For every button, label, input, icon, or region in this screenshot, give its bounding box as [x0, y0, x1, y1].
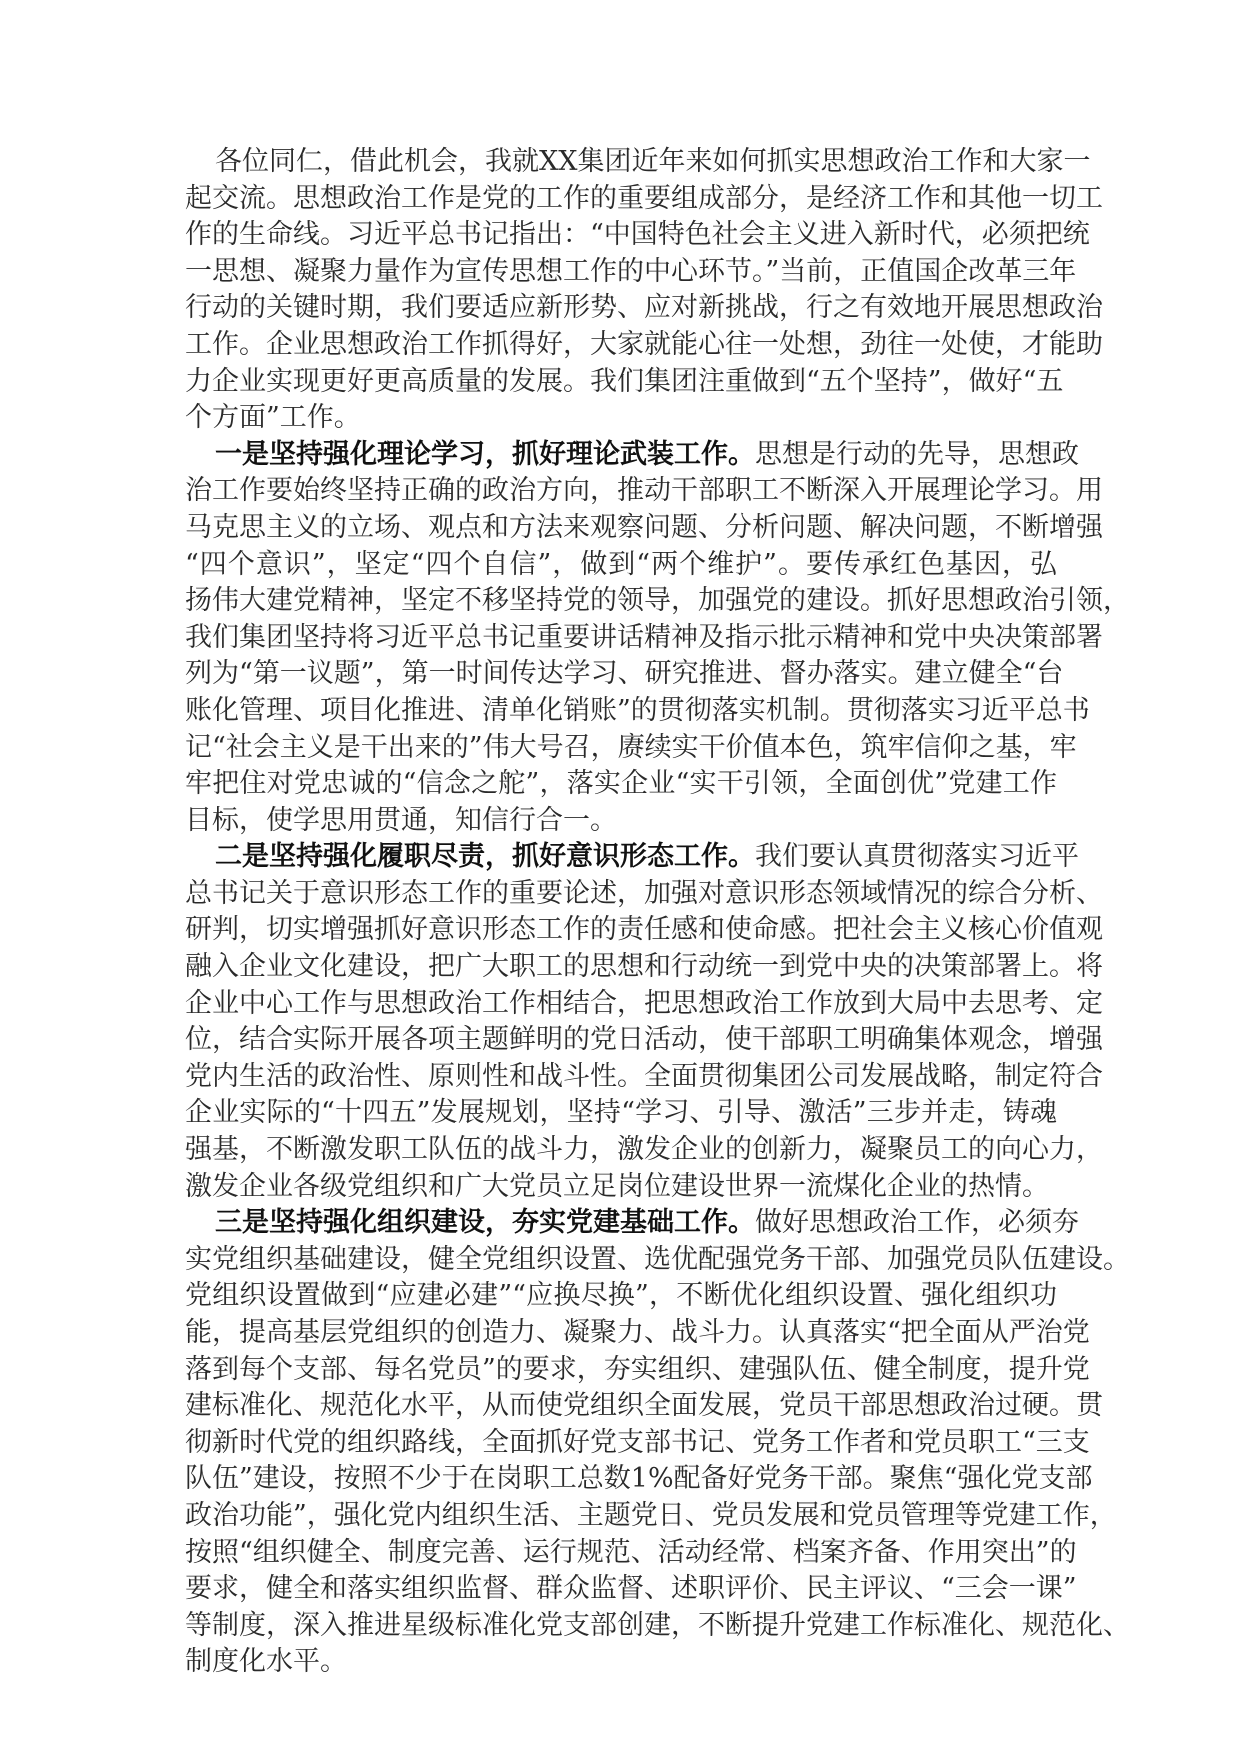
text-line [185, 254, 1077, 291]
text-line [185, 1571, 1077, 1608]
text-line [185, 1352, 1090, 1389]
line-text: 扬伟大建党精神，坚定不移坚持党的领导，加强党的建设。抓好思想政治引领， [185, 585, 1130, 617]
line-text: 我们集团坚持将习近平总书记重要讲话精神及指示批示精神和党中央决策部署 [185, 621, 1103, 653]
line-text: 做好思想政治工作，必须夯 [755, 1207, 1079, 1239]
line-text: 记“社会主义是干出来的”伟大号召，赓续实干价值本色，筑牢信仰之基，牢 [185, 731, 1077, 763]
paragraph [185, 144, 1103, 437]
line-text: 牢把住对党忠诚的“信念之舵”，落实企业“实干引领，全面创优”党建工作 [185, 768, 1057, 800]
line-text: 作的生命线。习近平总书记指出：“中国特色社会主义进入新时代，必须把统 [185, 219, 1090, 251]
section-heading: 一是坚持强化理论学习，抓好理论武装工作。 [215, 438, 755, 470]
paragraph [185, 1205, 1130, 1681]
line-text: 列为“第一议题”，第一时间传达学习、研究推进、督办落实。建立健全“台 [185, 658, 1064, 690]
line-text: 队伍”建设，按照不少于在岗职工总数1%配备好党务干部。聚焦“强化党支部 [185, 1463, 1093, 1495]
text-line [185, 1644, 1057, 1681]
text-line [185, 1242, 1130, 1279]
text-line [185, 547, 1057, 584]
text-line [185, 327, 1103, 364]
text-line [185, 1132, 1103, 1169]
line-text: 研判，切实增强抓好意识形态工作的责任感和使命感。把社会主义核心价值观 [185, 914, 1103, 946]
text-line [185, 1278, 1057, 1315]
line-text: 党组织设置做到“应建必建”“应换尽换”，不断优化组织设置、强化组织功 [185, 1280, 1057, 1312]
text-line [185, 1022, 1103, 1059]
line-text: 目标，使学思用贯通，知信行合一。 [185, 804, 617, 836]
text-line [185, 1059, 1103, 1096]
text-line [185, 510, 1103, 547]
text-line [185, 803, 1057, 840]
text-line [185, 620, 1103, 657]
line-text: 我们要认真贯彻落实习近平 [755, 841, 1079, 873]
text-line [185, 583, 1130, 620]
text-line [185, 912, 1103, 949]
text-line [185, 876, 1103, 913]
line-text: 工作。企业思想政治工作抓得好，大家就能心往一处想，劲往一处使，才能助 [185, 328, 1103, 360]
text-line [185, 1425, 1090, 1462]
line-text: 力企业实现更好更高质量的发展。我们集团注重做到“五个坚持”，做好“五 [185, 365, 1064, 397]
text-line [185, 217, 1090, 254]
text-line [185, 1095, 1057, 1132]
line-text: 一思想、凝聚力量作为宣传思想工作的中心环节。”当前，正值国企改革三年 [185, 255, 1077, 287]
text-line [185, 1498, 1117, 1535]
line-text: 治工作要始终坚持正确的政治方向，推动干部职工不断深入开展理论学习。用 [185, 475, 1103, 507]
text-line [185, 839, 1079, 876]
text-line [185, 473, 1103, 510]
line-text: 建标准化、规范化水平，从而使党组织全面发展，党员干部思想政治过硬。贯 [185, 1390, 1103, 1422]
line-text: 行动的关键时期，我们要适应新形势、应对新挑战，行之有效地开展思想政治 [185, 292, 1103, 324]
text-line [185, 144, 1091, 181]
text-line [185, 400, 1057, 437]
line-text: 企业实际的“十四五”发展规划，坚持“学习、引导、激活”三步并走，铸魂 [185, 1097, 1057, 1129]
line-text: 总书记关于意识形态工作的重要论述，加强对意识形态领域情况的综合分析、 [185, 877, 1103, 909]
line-text: 能，提高基层党组织的创造力、凝聚力、战斗力。认真落实“把全面从严治党 [185, 1317, 1090, 1348]
text-line [185, 730, 1077, 767]
paragraph [185, 437, 1130, 840]
text-line [185, 986, 1103, 1023]
line-text: “四个意识”，坚定“四个自信”，做到“两个维护”。要传承红色基因，弘 [185, 548, 1057, 580]
line-text: 彻新时代党的组织路线，全面抓好党支部书记、党务工作者和党员职工“三支 [185, 1426, 1090, 1458]
text-line [185, 949, 1103, 986]
line-text: 等制度，深入推进星级标准化党支部创建，不断提升党建工作标准化、规范化、 [185, 1609, 1130, 1641]
text-line [185, 656, 1064, 693]
line-text: 落到每个支部、每名党员”的要求，夯实组织、建强队伍、健全制度，提升党 [185, 1353, 1090, 1385]
text-line [185, 364, 1064, 401]
line-text: 制度化水平。 [185, 1646, 347, 1678]
line-text: 个方面”工作。 [185, 402, 361, 434]
line-text: 党内生活的政治性、原则性和战斗性。全面贯彻集团公司发展战略，制定符合 [185, 1060, 1103, 1092]
line-text: 要求，健全和落实组织监督、群众监督、述职评价、民主评议、“三会一课” [185, 1573, 1077, 1605]
line-text: 各位同仁，借此机会，我就XX集团近年来如何抓实思想政治工作和大家一 [215, 146, 1091, 177]
text-line [185, 1535, 1077, 1572]
text-line [185, 1461, 1093, 1498]
text-line [185, 1205, 1079, 1242]
line-text: 实党组织基础建设，健全党组织设置、选优配强党务干部、加强党员队伍建设。 [185, 1243, 1130, 1275]
line-text: 马克思主义的立场、观点和方法来观察问题、分析问题、解决问题，不断增强 [185, 511, 1103, 543]
paragraph [185, 839, 1103, 1205]
line-text: 激发企业各级党组织和广大党员立足岗位建设世界一流煤化企业的热情。 [185, 1170, 1049, 1202]
line-text: 强基，不断激发职工队伍的战斗力，激发企业的创新力，凝聚员工的向心力， [185, 1134, 1103, 1166]
line-text: 企业中心工作与思想政治工作相结合，把思想政治工作放到大局中去思考、定 [185, 987, 1103, 1019]
line-text: 起交流。思想政治工作是党的工作的重要组成部分，是经济工作和其他一切工 [185, 182, 1103, 214]
line-text: 按照“组织健全、制度完善、运行规范、活动经常、档案齐备、作用突出”的 [185, 1536, 1077, 1568]
text-line [185, 1388, 1103, 1425]
document-page [185, 144, 1130, 1681]
line-text: 账化管理、项目化推进、清单化销账”的贯彻落实机制。贯彻落实习近平总书 [185, 694, 1090, 726]
text-line [185, 1608, 1130, 1645]
text-line [185, 290, 1103, 327]
text-line [185, 437, 1079, 474]
line-text: 政治功能”，强化党内组织生活、主题党日、党员发展和党员管理等党建工作， [185, 1499, 1117, 1531]
text-line [185, 181, 1103, 218]
section-heading: 二是坚持强化履职尽责，抓好意识形态工作。 [215, 841, 755, 873]
text-line [185, 1315, 1090, 1352]
line-text: 融入企业文化建设，把广大职工的思想和行动统一到党中央的决策部署上。将 [185, 951, 1103, 983]
section-heading: 三是坚持强化组织建设，夯实党建基础工作。 [215, 1207, 755, 1239]
text-line [185, 693, 1090, 730]
text-line [185, 766, 1057, 803]
line-text: 思想是行动的先导，思想政 [755, 438, 1079, 470]
line-text: 位，结合实际开展各项主题鲜明的党日活动，使干部职工明确集体观念，增强 [185, 1024, 1103, 1056]
text-line [185, 1169, 1057, 1206]
